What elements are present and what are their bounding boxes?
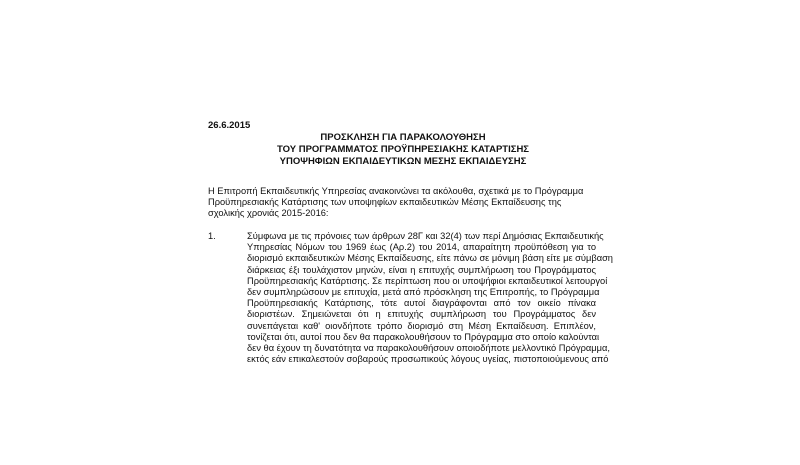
item-line: τονίζεται ότι, αυτοί που δεν θα παρακολουθήσουν το Πρόγραμμα στο οποίο καλούνται	[247, 331, 600, 342]
item-line: Προϋπηρεσιακής Κατάρτισης. Σε περίπτωση που οι υποψήφιοι εκπαιδευτικοί λειτουργοί	[247, 275, 608, 286]
intro-line: Η Επιτροπή Εκπαιδευτικής Υπηρεσίας ανακοινώνει τα ακόλουθα, σχετικά με το Πρόγραμμα	[208, 186, 584, 196]
item-line: Προϋπηρεσιακής Κατάρτισης, τότε αυτοί διαγράφονται από τον οικείο πίνακα	[247, 298, 596, 309]
item-line: δεν συμπληρώσουν με επιτυχία, μετά από πρόσκληση της Επιτροπής, το Πρόγραμμα	[247, 287, 600, 298]
intro-line: Προϋπηρεσιακής Κατάρτισης των υποψηφίων εκπαιδευτικών Μέσης Εκπαίδευσης της	[208, 197, 562, 208]
title-line: ΠΡΟΣΚΛΗΣΗ ΓΙΑ ΠΑΡΑΚΟΛΟΥΘΗΣΗ	[320, 132, 486, 143]
item-line: διορισμό εκπαιδευτικών Μέσης Εκπαίδευσης, είτε πάνω σε μόνιμη βάση είτε με σύμβαση	[247, 253, 613, 264]
item-text	[247, 231, 613, 365]
item-number: 1.	[208, 231, 216, 241]
document-title	[208, 132, 598, 168]
item-line: Υπηρεσίας Νόμων του 1969 έως (Αρ.2) του 2014, απαραίτητη προϋπόθεση για το	[247, 242, 596, 253]
item-line: Σύμφωνα με τις πρόνοιες των άρθρων 28Γ και 32(4) των περί Δημόσιας Εκπαιδευτικής	[247, 231, 604, 241]
intro-line: σχολικής χρονιάς 2015-2016:	[208, 208, 329, 219]
title-line: ΥΠΟΨΗΦΙΩΝ ΕΚΠΑΙΔΕΥΤΙΚΩΝ ΜΕΣΗΣ ΕΚΠΑΙΔΕΥΣΗΣ	[279, 156, 527, 167]
title-line: ΤΟΥ ΠΡΟΓΡΑΜΜΑΤΟΣ ΠΡΟΫΠΗΡΕΣΙΑΚΗΣ ΚΑΤΑΡΤΙΣΗΣ	[276, 144, 530, 155]
item-line: εκτός εάν επικαλεστούν σοβαρούς προσωπικούς λόγους υγείας, πιστοποιούμενους από	[247, 354, 609, 365]
item-line: συνεπάγεται καθ' οιονδήποτε τρόπο διορισμό στη Μέση Εκπαίδευση. Επιπλέον,	[247, 320, 596, 331]
document-date: 26.6.2015	[208, 120, 251, 131]
item-line: διάρκειας έξι τουλάχιστον μηνών, είναι η επιτυχής συμπλήρωση του Προγράμματος	[247, 264, 596, 275]
item-line: δεν θα έχουν τη δυνατότητα να παρακολουθήσουν οποιοδήποτε μελλοντικό Πρόγραμμα,	[247, 343, 610, 354]
intro-paragraph	[208, 186, 596, 220]
item-line: διοριστέων. Σημειώνεται ότι η επιτυχής συμπλήρωση του Προγράμματος δεν	[247, 309, 596, 320]
